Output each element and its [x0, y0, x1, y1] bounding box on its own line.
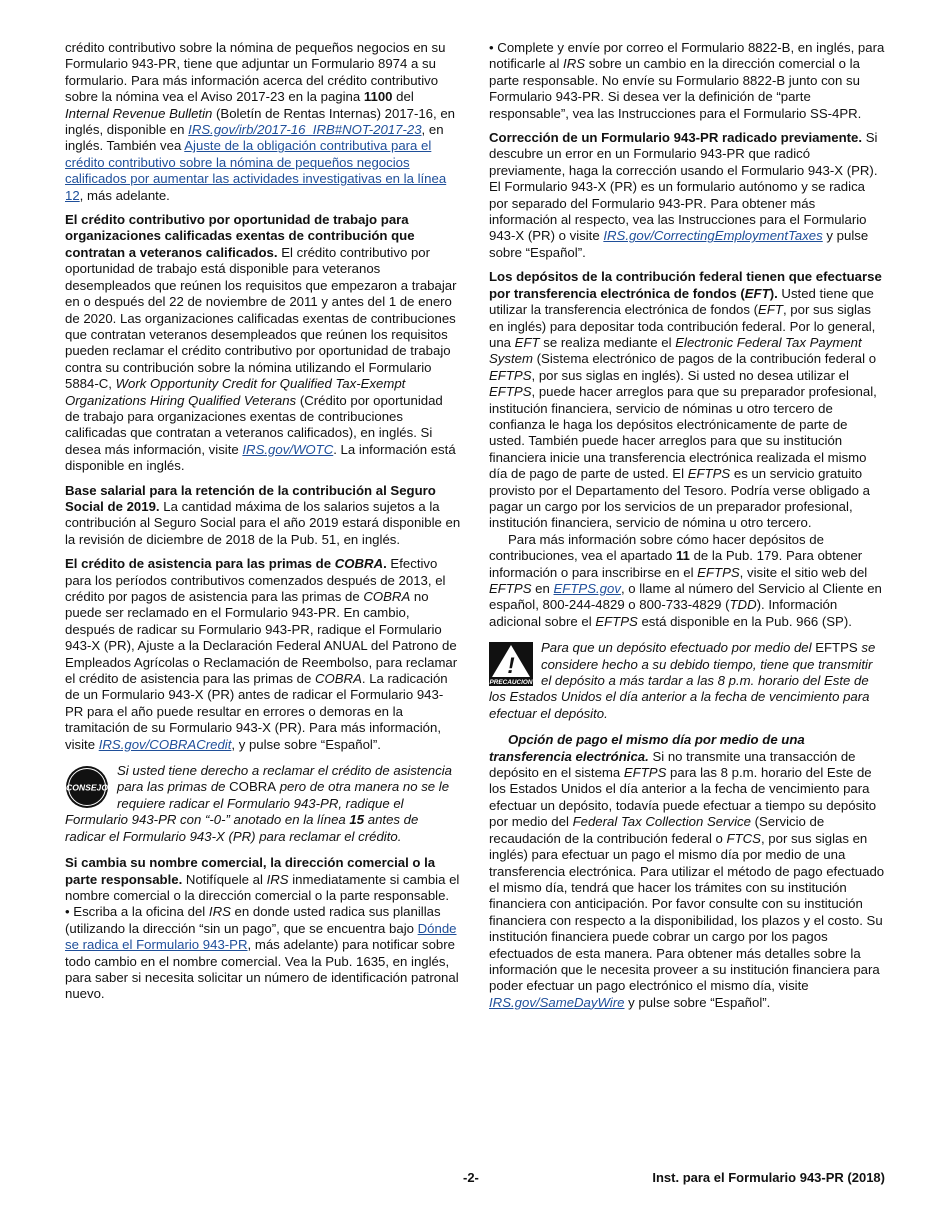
- caution-icon-label: PRECAUCION: [489, 679, 533, 687]
- heading-cobra: El crédito de asistencia para las primas de COBRA.: [65, 556, 387, 572]
- paragraph-eftps-info: Para más información sobre cómo hacer depósitos de contribuciones, vea el apartado 11 de la Pub. 179. Para obtener información o para inscribirse en el EFTPS, visite el sitio web del EFTPS en EFTPS.gov, o llame al número del Servicio al Cliente en español, 800-244-4829 o 800-733-4829 (TDD). Información adicional sobre el EFTPS está disponible en la Pub. 966 (SP).: [489, 531, 882, 629]
- caution-icon-mark: !: [507, 653, 515, 679]
- paragraph-cobra: El crédito de asistencia para las primas de COBRA. Efectivo para los períodos contributivos comenzados después de 2013, el crédito por pagos de asistencia para las primas de COBRA no puede ser reclamado en el Formulario 943-PR. En cambio, después de radicar su Formulario 943-PR, radique el Formulario 943-X (PR), Ajuste a la Declaración Federal ANUAL del Patrono de Empleados Agrícolas o Reclamación de Reembolso, para reclamar el crédito de asistencia para las primas de COBRA. La radicación de un Formulario 943-X (PR) antes de radicar el Formulario 943-PR para el año puede resultar en errores o demoras en la tramitación de su Formulario 943-X (PR). Para más información, visite IRS.gov/COBRACredit, y pulse sobre “Español”.: [65, 556, 458, 752]
- heading-wage-base: Base salarial para la retención de la contribución al Seguro Social de 2019.: [65, 482, 436, 514]
- paragraph-correction: Corrección de un Formulario 943-PR radicado previamente. Si descubre un error en un Formulario 943-PR que radicó previamente, haga la corrección usando el Formulario 943-X (PR). El Formulario 943-X (PR) es un formulario autónomo y se radica por separado del Formulario 943-PR. Para obtener más información al respecto, vea las Instrucciones para el Formulario 943-X (PR) o visite IRS.gov/CorrectingEmploymentTaxes y pulse sobre “Español”.: [489, 130, 878, 260]
- bullet-form-8822b: • Complete y envíe por correo el Formulario 8822-B, en inglés, para notificarle al IRS sobre un cambio en la dirección comercial o la parte responsable. No envíe su Formulario 8822-B junto con su Formulario 943-PR. Si desea ver la definición de “parte responsable”, vea las Instrucciones para el Formulario SS-4PR.: [489, 40, 885, 121]
- right-column: [489, 40, 885, 1019]
- link-line-12-adjustment[interactable]: Ajuste de la obligación contributiva para el crédito contributivo sobre la nómina de pequeños negocios calificados por aumentar las actividades investigativas en la línea 12: [65, 138, 447, 203]
- link-cobra-credit[interactable]: IRS.gov/COBRACredit: [98, 736, 232, 752]
- page-footer: [65, 1170, 885, 1190]
- link-where-to-file[interactable]: Dónde se radica el Formulario 943-PR: [65, 920, 457, 953]
- heading-correction: Corrección de un Formulario 943-PR radicado previamente.: [489, 130, 863, 146]
- paragraph-wage-base: Base salarial para la retención de la contribución al Seguro Social de 2019. La cantidad máxima de los salarios sujetos a la contribución al Seguro Social para el año 2019 estará disponible en la revisión de diciembre de 2018 de la Pub. 51, en inglés.: [65, 482, 461, 547]
- footer-title: Inst. para el Formulario 943-PR (2018): [652, 1170, 885, 1185]
- page-number: -2-: [463, 1170, 479, 1185]
- left-column: [65, 40, 461, 1011]
- paragraph-eft-deposits: Los depósitos de la contribución federal tienen que efectuarse por transferencia electrónica de fondos (EFT). Usted tiene que utilizar la transferencia electrónica de fondos (EFT, por sus siglas en inglés) para depositar toda contribución federal. Por lo general, una EFT se realiza mediante el Electronic Federal Tax Payment System (Sistema electrónico de pagos de la contribución federal o EFTPS, por sus siglas en inglés). Si usted no desea utilizar el EFTPS, puede hacer arreglos para que su preparador profesional, institución financiera, servicio de nóminas u otro tercero de confianza le haga los depósitos electrónicamente de parte de usted. También puede hacer arreglos para que su institución financiera inicie una transferencia electrónica realizada el mismo día de pago de parte de usted. El EFTPS es un servicio gratuito provisto por el Departamento del Tesoro. Podría verse obligado a pagar un cargo por los servicios de un preparador profesional, institución financiera, servicio de nómina u otro tercero.: [489, 269, 882, 531]
- caution-note: ! PRECAUCION Para que un depósito efectuado por medio del EFTPS se considere hecho a su debido tiempo, tiene que transmitir el depósito a más tardar a las 8 p.m. horario del Este de los Estados Unidos el día anterior a la fecha de vencimiento para efectuar el depósito.: [489, 640, 876, 721]
- heading-wotc: El crédito contributivo por oportunidad de trabajo para organizaciones calificadas exentas de contribución que contratan a veteranos calificados.: [65, 212, 415, 260]
- link-correcting-employment-taxes[interactable]: IRS.gov/CorrectingEmploymentTaxes: [603, 228, 823, 244]
- heading-name-change: Si cambia su nombre comercial, la dirección comercial o la parte responsable.: [65, 855, 436, 887]
- link-same-day-wire[interactable]: IRS.gov/SameDayWire: [489, 994, 625, 1010]
- bullet-write-irs: • Escriba a la oficina del IRS en donde usted radica sus planillas (utilizando la dirección “sin un pago”, que se encuentra bajo Dónde se radica el Formulario 943-PR, más adelante) para notificar sobre todo cambio en el nombre comercial. Vea la Pub. 1635, en inglés, para saber si necesita solicitar un número de identificación patronal nuevo.: [65, 904, 459, 1002]
- tip-icon: [65, 765, 109, 809]
- paragraph-name-change: Si cambia su nombre comercial, la dirección comercial o la parte responsable. Notifíquele al IRS inmediatamente si cambia el nombre comercial o la dirección comercial o la parte responsable.: [65, 855, 460, 903]
- paragraph-wotc: El crédito contributivo por oportunidad de trabajo para organizaciones calificadas exentas de contribución que contratan a veteranos calificados. El crédito contributivo por oportunidad de trabajo está disponible para veteranos desempleados que reúnen los requisitos que empezaron a trabajar en o después del 22 de noviembre de 2011 y antes del 1 de enero de 2020. Las organizaciones calificadas exentas de contribuciones que contratan veteranos desempleados que reúnen los requisitos pueden reclamar el crédito contributivo por oportunidad de trabajo contra su contribución sobre la nómina utilizando el Formulario 5884-C, Work Opportunity Credit for Qualified Tax-Exempt Organizations Hiring Qualified Veterans (Crédito por oportunidad de trabajo para organizaciones exentas de contribuciones calificadas que contratan a veteranos calificados), en inglés. Si desea más información, visite IRS.gov/WOTC. La información está disponible en inglés.: [65, 212, 457, 474]
- paragraph-same-day-wire: Opción de pago el mismo día por medio de una transferencia electrónica. Si no transmite una transacción de depósito en el sistema EFTPS para las 8 p.m. horario del Este de los Estados Unidos el día anterior a la fecha de vencimiento para efectuar un depósito, todavía puede efectuar a tiempo su depósito por medio del Federal Tax Collection Service (Servicio de recaudación de la contribución federal o FTCS, por sus siglas en inglés) para efectuar un pago el mismo día por medio de una transferencia electrónica. Para utilizar el método de pago efectuado el mismo día, tendrá que hacer los trámites con su institución financiera con anticipación. Por favor consulte con su institución financiera con respecto a la disponibilidad, los plazos y el costo. Su institución financiera puede cobrar un cargo por los pagos efectuados de esta manera. Para obtener más detalles sobre la información que le necesita proveer a su institución financiera para poder efectuar un pago electrónico el mismo día, visite IRS.gov/SameDayWire y pulse sobre “Español”.: [489, 732, 885, 1010]
- link-irb-notice[interactable]: IRS.gov/irb/2017-16_IRB#NOT-2017-23: [188, 122, 422, 138]
- tip-icon-label: CONSEJO: [65, 782, 109, 793]
- tip-note: CONSEJO Si usted tiene derecho a reclamar el crédito de asistencia para las primas de COBRA pero de otra manera no se le requiere radicar el Formulario 943-PR, radique el Formulario 943-PR con “-0-” anotado en la línea 15 antes de radicar el Formulario 943-X (PR) para reclamar el crédito.: [65, 763, 452, 844]
- paragraph-small-business-credit: crédito contributivo sobre la nómina de pequeños negocios en su Formulario 943-PR, tiene que adjuntar un Formulario 8974 a su formulario. Para más información acerca del crédito contributivo sobre la nómina vea el Aviso 2017-23 en la pagina 1100 del Internal Revenue Bulletin (Boletín de Rentas Internas) 2017-16, en inglés, disponible en IRS.gov/irb/2017-16_IRB#NOT-2017-23, en inglés. También vea Ajuste de la obligación contributiva para el crédito contributivo sobre la nómina de pequeños negocios calificados por aumentar las actividades investigativas en la línea 12, más adelante.: [65, 40, 456, 203]
- heading-eft: Los depósitos de la contribución federal tienen que efectuarse por transferencia electrónica de fondos (EFT).: [489, 269, 882, 301]
- link-eftps[interactable]: EFTPS.gov: [553, 581, 621, 596]
- heading-same-day-wire: Opción de pago el mismo día por medio de una transferencia electrónica.: [489, 732, 805, 764]
- caution-icon: [489, 642, 533, 686]
- link-wotc[interactable]: IRS.gov/WOTC: [242, 441, 334, 457]
